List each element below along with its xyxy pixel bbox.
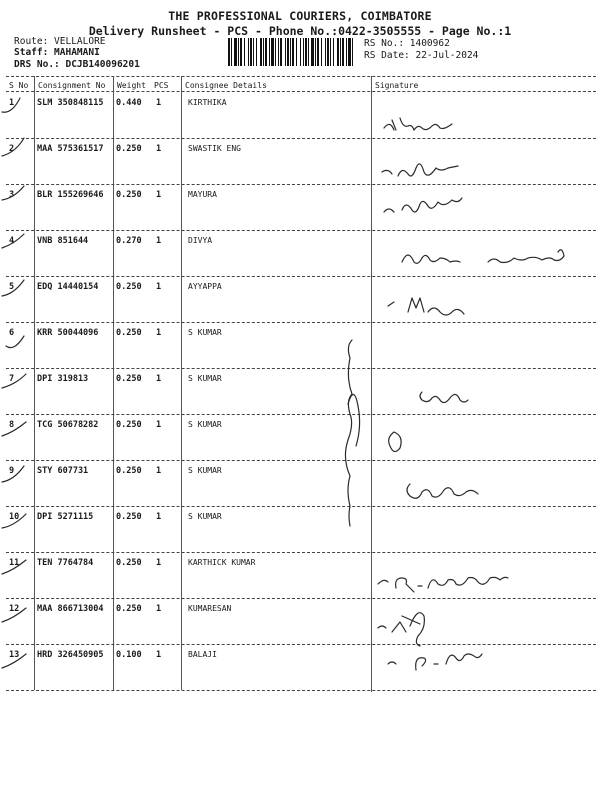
row-consignee: KUMARESAN <box>188 604 232 613</box>
row-sno: 9 <box>9 466 15 476</box>
row-consignment-no: BLR 155269646 <box>37 190 104 200</box>
row-consignment-no: TEN 7764784 <box>37 558 94 568</box>
row-pcs: 1 <box>156 374 162 384</box>
row-consignment-no: HRD 326450905 <box>37 650 104 660</box>
row-sno: 6 <box>9 328 15 338</box>
row-consignee: MAYURA <box>188 190 217 199</box>
row-consignee: S KUMAR <box>188 420 222 429</box>
col-header-signature: Signature <box>375 81 419 90</box>
row-consignee: KARTHICK KUMAR <box>188 558 256 567</box>
row-consignment-no: MAA 575361517 <box>37 144 104 154</box>
row-consignment-no: VNB 851644 <box>37 236 89 246</box>
row-weight: 0.250 <box>116 512 142 522</box>
row-sno: 5 <box>9 282 15 292</box>
row-pcs: 1 <box>156 558 162 568</box>
row-consignee: S KUMAR <box>188 466 222 475</box>
row-weight: 0.250 <box>116 190 142 200</box>
row-sno: 7 <box>9 374 15 384</box>
row-sno: 1 <box>9 98 15 108</box>
row-weight: 0.100 <box>116 650 142 660</box>
row-consignee: S KUMAR <box>188 512 222 521</box>
runsheet-subtitle: Delivery Runsheet - PCS - Phone No.:0422-3505555 - Page No.:1 <box>88 24 512 38</box>
row-consignment-no: KRR 50044096 <box>37 328 99 338</box>
row-consignee: S KUMAR <box>188 328 222 337</box>
row-pcs: 1 <box>156 650 162 660</box>
company-title: THE PROFESSIONAL COURIERS, COIMBATORE <box>168 9 432 23</box>
rs-date: RS Date: 22-Jul-2024 <box>364 50 479 61</box>
row-weight: 0.250 <box>116 282 142 292</box>
row-pcs: 1 <box>156 282 162 292</box>
row-consignee: AYYAPPA <box>188 282 222 291</box>
row-pcs: 1 <box>156 236 162 246</box>
row-weight: 0.250 <box>116 374 142 384</box>
row-sno: 12 <box>9 604 20 614</box>
row-consignee: BALAJI <box>188 650 217 659</box>
row-sno: 10 <box>9 512 20 522</box>
staff-label: Staff: MAHAMANI <box>14 47 100 58</box>
row-consignment-no: TCG 50678282 <box>37 420 99 430</box>
row-weight: 0.250 <box>116 558 142 568</box>
row-sno: 2 <box>9 144 15 154</box>
row-sno: 13 <box>9 650 20 660</box>
col-header-pcs: PCS <box>154 81 169 90</box>
row-sno: 8 <box>9 420 15 430</box>
row-sno: 11 <box>9 558 20 568</box>
row-pcs: 1 <box>156 144 162 154</box>
row-consignment-no: MAA 866713004 <box>37 604 104 614</box>
row-consignment-no: EDQ 14440154 <box>37 282 99 292</box>
row-weight: 0.250 <box>116 466 142 476</box>
row-weight: 0.250 <box>116 420 142 430</box>
row-sno: 3 <box>9 190 15 200</box>
row-weight: 0.250 <box>116 144 142 154</box>
row-consignee: S KUMAR <box>188 374 222 383</box>
row-weight: 0.440 <box>116 98 142 108</box>
row-pcs: 1 <box>156 190 162 200</box>
row-consignment-no: DPI 319813 <box>37 374 89 384</box>
row-pcs: 1 <box>156 98 162 108</box>
row-consignee: DIVYA <box>188 236 213 245</box>
route-label: Route: VELLALORE <box>14 36 106 47</box>
rs-number: RS No.: 1400962 <box>364 38 450 49</box>
row-consignment-no: DPI 5271115 <box>37 512 94 522</box>
col-header-sno: S No <box>9 81 29 90</box>
col-header-weight: Weight <box>117 81 146 90</box>
row-pcs: 1 <box>156 512 162 522</box>
row-consignment-no: STY 607731 <box>37 466 89 476</box>
col-header-consignment: Consignment No <box>38 81 106 90</box>
col-header-consignee: Consignee Details <box>185 81 267 90</box>
row-sno: 4 <box>9 236 15 246</box>
row-pcs: 1 <box>156 420 162 430</box>
row-weight: 0.250 <box>116 604 142 614</box>
drs-number: DRS No.: DCJB140096201 <box>14 59 140 70</box>
row-weight: 0.270 <box>116 236 142 246</box>
row-pcs: 1 <box>156 604 162 614</box>
row-consignee: KIRTHIKA <box>188 98 227 107</box>
row-weight: 0.250 <box>116 328 142 338</box>
row-pcs: 1 <box>156 328 162 338</box>
row-consignment-no: SLM 350848115 <box>37 98 104 108</box>
row-consignee: SWASTIK ENG <box>188 144 241 153</box>
row-pcs: 1 <box>156 466 162 476</box>
